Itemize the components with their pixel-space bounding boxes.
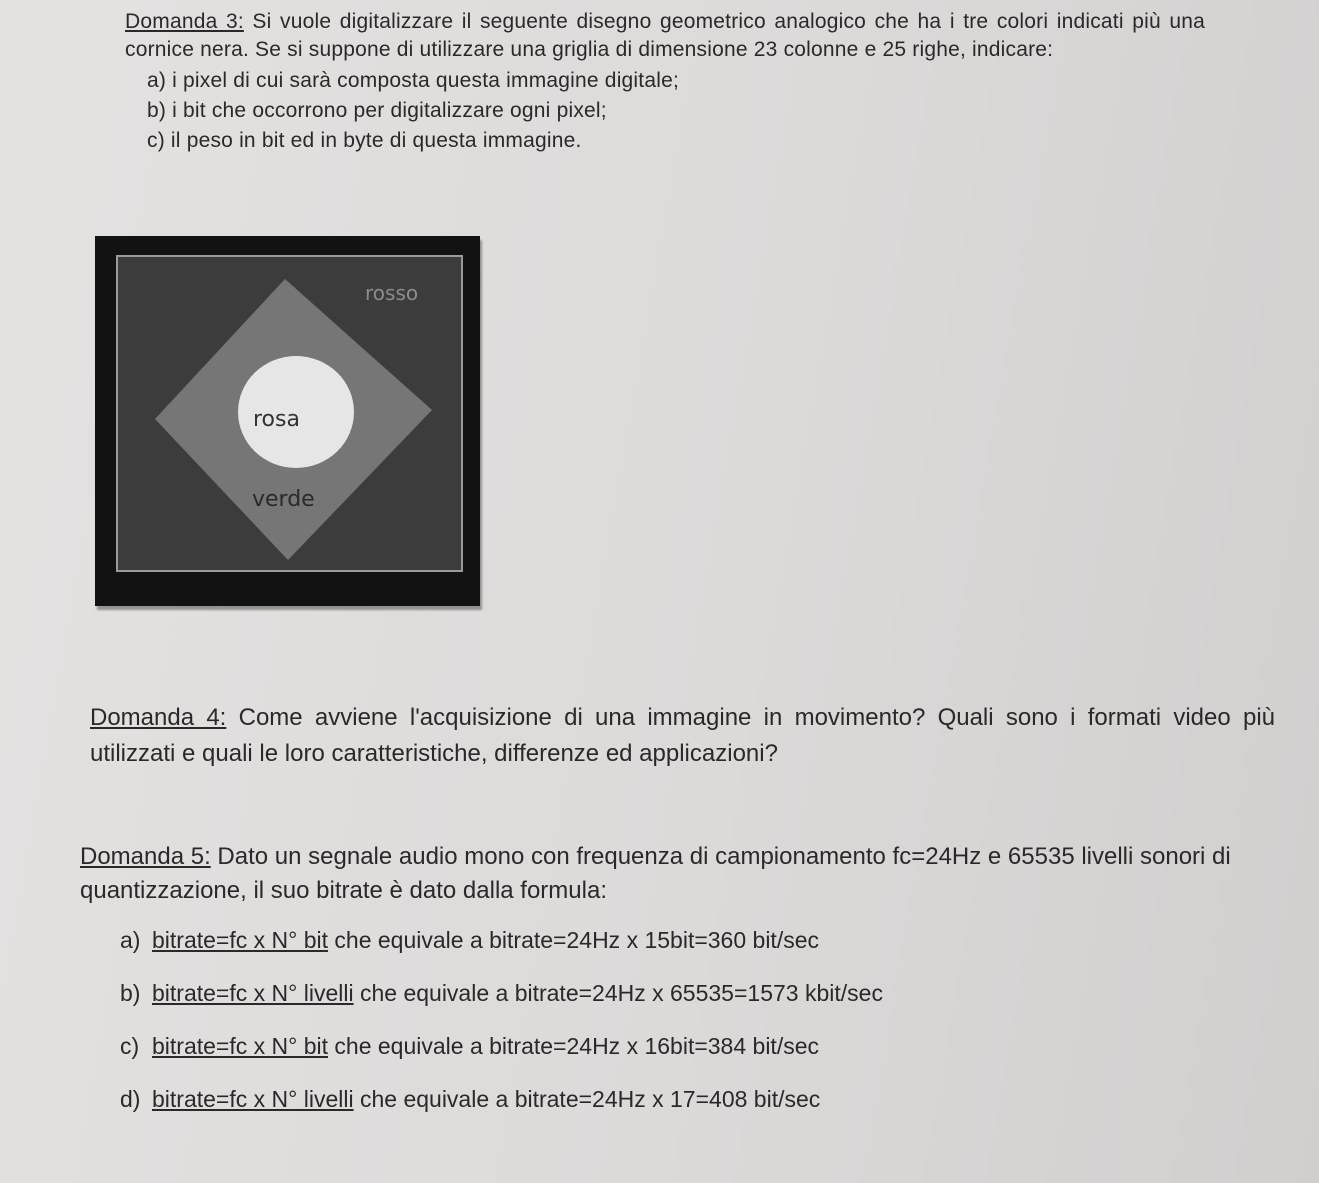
question-5-text	[80, 840, 1290, 908]
question-4-label: Domanda 4:	[90, 704, 227, 731]
option-text: che equivale a bitrate=24Hz x 16bit=384 bit/sec	[334, 1033, 820, 1059]
question-5-label: Domanda 5:	[80, 843, 211, 870]
question-5-options	[120, 922, 1290, 1134]
option-text: che equivale a bitrate=24Hz x 15bit=360 bit/sec	[334, 927, 820, 953]
option-formula: bitrate=fc x N° bit	[152, 1033, 329, 1059]
label-rosa: rosa	[253, 407, 300, 432]
option-text: che equivale a bitrate=24Hz x 65535=1573 kbit/sec	[359, 980, 883, 1006]
option-a	[120, 922, 1290, 975]
label-verde: verde	[252, 487, 315, 512]
option-d	[120, 1081, 1290, 1134]
question-3-text	[125, 8, 1205, 64]
question-4-body: Come avviene l'acquisizione di una immagine in movimento? Quali sono i formati video più utilizzati e quali le loro caratteristiche, differenze ed applicazioni?	[90, 704, 1275, 767]
question-3-label: Domanda 3:	[125, 10, 244, 33]
label-rosso: rosso	[365, 281, 419, 305]
option-formula: bitrate=fc x N° livelli	[152, 1086, 354, 1112]
geometric-drawing-svg	[95, 236, 480, 606]
question-3	[125, 8, 1205, 156]
option-formula: bitrate=fc x N° livelli	[152, 980, 354, 1006]
option-text: che equivale a bitrate=24Hz x 17=408 bit/sec	[359, 1086, 821, 1112]
question-3-body: Si vuole digitalizzare il seguente disegno geometrico analogico che ha i tre colori indicati più una cornice nera. Se si suppone di utilizzare una griglia di dimensione 23 colonne e 25 righe, indicare:	[125, 10, 1205, 61]
option-c	[120, 1028, 1290, 1081]
option-b	[120, 975, 1290, 1028]
question-3-item-a: a) i pixel di cui sarà composta questa immagine digitale;	[147, 69, 679, 92]
option-formula: bitrate=fc x N° bit	[152, 927, 329, 953]
question-3-items	[147, 66, 1205, 156]
question-3-item-c: c) il peso in bit ed in byte di questa immagine.	[147, 129, 582, 152]
question-5	[80, 840, 1290, 1134]
question-4	[90, 700, 1275, 772]
option-letter: d)	[120, 1086, 141, 1112]
question-5-body: Dato un segnale audio mono con frequenza di campionamento fc=24Hz e 65535 livelli sonori di quantizzazione, il suo bitrate è dato dalla formula:	[80, 843, 1231, 904]
geometric-drawing	[95, 236, 480, 606]
option-letter: b)	[120, 980, 141, 1006]
option-letter: c)	[120, 1033, 140, 1059]
option-letter: a)	[120, 927, 141, 953]
question-3-item-b: b) i bit che occorrono per digitalizzare ogni pixel;	[147, 99, 607, 122]
